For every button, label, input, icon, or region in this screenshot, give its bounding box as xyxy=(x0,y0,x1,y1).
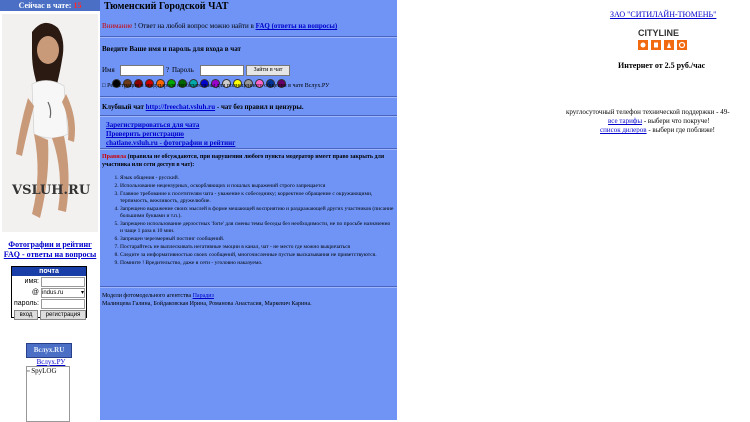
model-photo-image xyxy=(2,14,98,232)
tariffs-text: - выбери что покруче! xyxy=(643,117,710,125)
divider xyxy=(100,148,397,150)
divider xyxy=(100,115,397,117)
club-chat-link[interactable]: http://freechat.vsluh.ru xyxy=(145,103,216,111)
divider xyxy=(100,96,397,98)
list-item: 1. Язык общения - русский. xyxy=(120,175,394,182)
list-item: 7. Постарайтесь не выплескивать негативные эмоции в канал, чат - не место где можно выкричаться xyxy=(120,244,394,251)
spylog-counter[interactable] xyxy=(26,366,70,422)
online-counter xyxy=(0,0,100,11)
model-prefix: Модели фотомодельного агентства xyxy=(102,293,192,299)
mail-login-box xyxy=(11,266,87,318)
list-item: 4. Запрещено выражение своих мыслей в форме мешающей восприятию и раздражающей других участников (писание большими буквами и т.п.). xyxy=(120,206,394,220)
internet-price: Интернет от 2.5 руб./час xyxy=(618,61,706,70)
rules-intro-text: (правила не обсуждаются, при нарушении любого пункта модератор имеет право закрыть для участника или сети доступ в чат): xyxy=(102,154,385,168)
dealers-link[interactable]: список дилеров xyxy=(600,126,647,134)
mail-password-label: пароль: xyxy=(14,300,39,307)
dealers-text: - выбери где поближе! xyxy=(648,126,715,134)
list-item: 2. Использование нецензурных, оскорбляющих и пошлых выражений строго запрещается xyxy=(120,183,394,190)
paradise-link[interactable]: Парадиз xyxy=(192,293,214,299)
enter-heading: Введите Ваше имя и пароль для входа в чат xyxy=(102,45,241,53)
chat-name-label: Имя xyxy=(102,66,115,74)
chat-password-label: Пароль xyxy=(172,66,194,74)
list-item: 8. Следите за информативностью своих сообщений, многочисленные пустые высказывания не приветствуются. xyxy=(120,252,394,259)
chat-enter-button[interactable]: Зайти в чат xyxy=(246,65,290,76)
support-text: круглосуточный телефон технической поддержки - 49- xyxy=(566,108,730,116)
spylog-label: SpyLOG xyxy=(31,367,57,375)
photo-watermark: VSLUH.RU xyxy=(12,183,91,198)
model-photo[interactable] xyxy=(2,14,98,232)
left-links xyxy=(0,240,100,260)
mail-name-input[interactable] xyxy=(41,277,85,287)
chatlane-link[interactable]: chatlane.vsluh.ru - фотографии и рейтинг xyxy=(106,139,236,147)
mail-domain-select[interactable] xyxy=(41,288,85,298)
company-link-wrap xyxy=(610,10,716,19)
cityline-logo-image xyxy=(612,27,708,53)
notice-text: ! Ответ на любой вопрос можно найти в xyxy=(134,22,254,30)
list-item: 6. Запрещен черезмерный постинг сообщений. xyxy=(120,236,394,243)
vsluh-link[interactable]: Вслух.РУ xyxy=(36,358,66,366)
list-item: 5. Запрещено использование дерзостных 'forte' для смены темы беседы без необходимости, не по просьбе назначенно и чаще 1 раза в 10 мин. xyxy=(120,221,394,235)
vsluh-counter-badge[interactable]: Вслух.RU xyxy=(26,343,72,358)
check-registration-link[interactable]: Проверить регистрацию xyxy=(106,130,185,138)
model-names: Малинцева Галина, Бойдаковская Ирина, Романова Анастасия, Маркевич Карина. xyxy=(102,301,312,307)
mail-password-input[interactable] xyxy=(41,299,85,309)
page-title: Тюменский Городской ЧАТ xyxy=(104,1,229,12)
register-link[interactable]: Зарегистрироваться для чата xyxy=(106,121,200,129)
divider xyxy=(100,286,397,288)
registration-note-text: Регистрация и ввод пароля необязательны для полноценного общения в чате Вслух.РУ xyxy=(107,83,330,89)
mail-name-label: имя: xyxy=(24,278,39,285)
chat-links xyxy=(106,121,235,148)
rules-list xyxy=(102,175,394,268)
online-label: Сейчас в чате: xyxy=(18,1,72,10)
support-info xyxy=(566,108,750,135)
checkbox-icon[interactable]: □ xyxy=(102,83,106,89)
mail-at-label: @ xyxy=(31,289,39,296)
mail-title: почта xyxy=(12,267,86,276)
rules-intro xyxy=(102,153,394,169)
list-item: 9. Помните ! Вредительство, даже в сети - уголовно наказуемо. xyxy=(120,260,394,267)
online-count: 15 xyxy=(73,1,82,10)
cityline-logo[interactable] xyxy=(612,27,708,53)
broken-image-icon: ▫ xyxy=(27,367,30,375)
mail-enter-button[interactable]: вход xyxy=(14,310,38,320)
faq-notice xyxy=(102,22,397,30)
company-link[interactable]: ЗАО "СИТИЛАЙН-ТЮМЕНЬ" xyxy=(610,10,717,19)
chevron-down-icon: ▾ xyxy=(80,290,84,296)
mail-register-button[interactable]: регистрация xyxy=(40,310,86,320)
club-chat-line xyxy=(102,103,304,111)
logo-text: CITYLINE xyxy=(638,28,680,38)
faq-link-left[interactable]: FAQ - ответы на вопросы xyxy=(3,250,97,259)
divider xyxy=(100,36,397,38)
tariffs-link[interactable]: все тарифы xyxy=(608,117,643,125)
registration-note xyxy=(102,83,329,89)
rules-highlight: Правила xyxy=(102,154,127,160)
faq-link[interactable]: FAQ (ответы на вопросы) xyxy=(255,22,338,30)
vsluh-link-wrap xyxy=(26,358,76,366)
club-suffix: - чат без правил и цензуры. xyxy=(216,103,304,111)
photos-rating-link[interactable]: Фотографии и рейтинг xyxy=(8,240,92,249)
list-item: 3. Главное требование к посетителям чата - уважение к собеседнику; корректное обращение с окружающими, терпимость, вежливость, дружелюбие. xyxy=(120,191,394,205)
nick-color-picker xyxy=(112,75,288,83)
model-credits xyxy=(102,292,394,308)
club-prefix: Клубный чат xyxy=(102,103,144,111)
mail-domain-value: indus.ru xyxy=(42,290,64,296)
notice-prefix: Внимание xyxy=(102,22,133,30)
help-mark-icon: ? xyxy=(166,66,170,74)
